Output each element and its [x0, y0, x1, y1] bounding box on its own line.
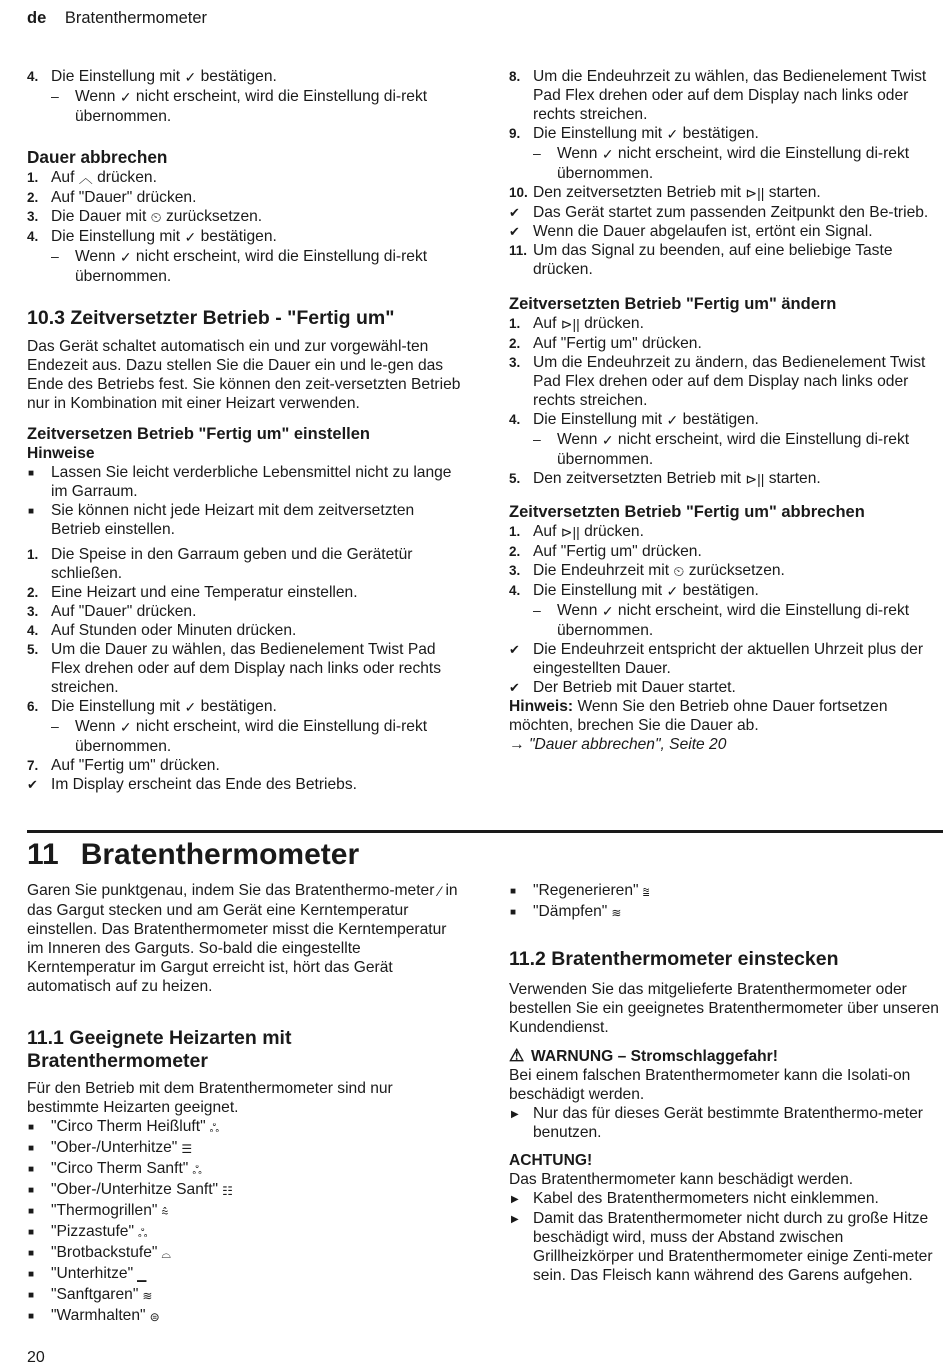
heating-mode-icon: ☷ — [222, 1184, 233, 1198]
step-item: 5. Um die Dauer zu wählen, das Bedienelement Twist Pad Flex drehen oder auf dem Display nach links oder rechts streichen. — [27, 641, 442, 696]
heating-mode-icon: ஃ — [192, 1163, 202, 1177]
sub-item: – Wenn ✓ nicht erscheint, wird die Einstellung di-rekt übernommen. — [51, 88, 428, 125]
heating-mode-icon: ≋ — [142, 1289, 153, 1303]
check-icon: ✓ — [119, 719, 132, 735]
step-item: 4. Die Einstellung mit ✓ bestätigen. — [27, 228, 277, 245]
step-item: 3. Die Endeuhrzeit mit ⏲ zurücksetzen. — [509, 562, 785, 579]
check-icon: ✓ — [601, 146, 614, 162]
heating-mode-icon: ⩯ — [161, 1205, 169, 1219]
sub-item: – Wenn ✓ nicht erscheint, wird die Einstellung di-rekt übernommen. — [533, 602, 910, 639]
heating-mode-item: ■ "Ober-/Unterhitze Sanft" ☷ — [27, 1180, 467, 1201]
heating-mode-item: ■ "Dämpfen" ≋ — [509, 902, 945, 923]
check-icon: ✓ — [184, 699, 197, 715]
result-item: ✔ Wenn die Dauer abgelaufen ist, ertönt ein Signal. — [509, 223, 873, 240]
check-icon: ✓ — [601, 603, 614, 619]
action-item: ▶ Nur das für dieses Gerät bestimmte Bratenthermo-meter benutzen. — [511, 1105, 923, 1141]
caution-text: Das Bratenthermometer kann beschädigt werden. — [509, 1171, 854, 1188]
section-heading: 10.3 Zeitversetzter Betrieb - "Fertig um" — [27, 307, 395, 329]
right-column-top — [509, 67, 945, 754]
action-arrow-icon: ▶ — [511, 1194, 519, 1205]
sub-item: – Wenn ✓ nicht erscheint, wird die Einstellung di-rekt übernommen. — [51, 718, 428, 755]
heating-mode-item: ■ "Pizzastufe" ஃ — [27, 1222, 467, 1243]
paragraph: Für den Betrieb mit dem Bratenthermometer sind nur bestimmte Heizarten geeignet. — [27, 1080, 393, 1116]
section-heading: Dauer abbrechen — [27, 147, 168, 167]
language-code: de — [27, 9, 47, 27]
step-item: 3. Um die Endeuhrzeit zu ändern, das Bedienelement Twist Pad Flex drehen oder auf dem Display nach links oder rechts streichen. — [509, 354, 926, 409]
step-item: 7. Auf "Fertig um" drücken. — [27, 757, 220, 774]
check-icon: ✓ — [666, 583, 679, 599]
check-icon: ✓ — [666, 412, 679, 428]
step-item: 4. Die Einstellung mit ✓ bestätigen. — [27, 68, 277, 85]
heating-mode-icon: ≋ — [611, 906, 622, 920]
step-item: 9. Die Einstellung mit ✓ bestätigen. — [509, 125, 759, 142]
result-check-icon: ✔ — [509, 642, 520, 657]
heating-mode-icon: ⊜ — [149, 1310, 160, 1324]
paragraph: Garen Sie punktgenau, indem Sie das Bratenthermo-meter ⁄ in das Gargut stecken und am Gerät eine Kerntemperatur einstellen. Das Bratenthermometer misst die Kerntemperatur im Inneren des Garguts. So-bald die eingestellte Kerntemperatur im Gargut erreicht ist, hört das Gerät automatisch auf zu heizen. — [27, 882, 458, 995]
heating-mode-item: ■ "Brotbackstufe" ⌓ — [27, 1243, 467, 1264]
step-item: 2. Auf "Fertig um" drücken. — [509, 335, 702, 352]
check-icon: ✓ — [601, 432, 614, 448]
step-item: 1. Auf ︿ drücken. — [27, 169, 157, 186]
subsection-heading: Zeitversetzten Betrieb "Fertig um" abbrechen — [509, 503, 865, 521]
caution-heading: ACHTUNG! — [509, 1152, 593, 1169]
cross-reference-link[interactable]: → "Dauer abbrechen", Seite 20 — [509, 736, 727, 753]
heating-mode-item: ■ "Regenerieren" ⩰ — [509, 881, 945, 902]
timer-reset-icon: ⏲ — [150, 209, 162, 225]
result-item: ✔ Der Betrieb mit Dauer startet. — [509, 679, 736, 696]
action-arrow-icon: ▶ — [511, 1214, 519, 1225]
start-pause-icon: ⊳|| — [560, 316, 580, 332]
step-item: 3. Auf "Dauer" drücken. — [27, 603, 197, 620]
step-item: 2. Eine Heizart und eine Temperatur einstellen. — [27, 584, 358, 601]
step-item: 8. Um die Endeuhrzeit zu wählen, das Bedienelement Twist Pad Flex drehen oder auf dem Display nach links oder rechts streichen. — [509, 68, 927, 123]
page-header — [27, 9, 207, 28]
action-item: ▶ Damit das Bratenthermometer nicht durch zu große Hitze beschädigt wird, muss der Abstand zwischen Grillheizkörper und Bratenthermometer einige Zenti-meter sein. Das Fleisch kann während des Garens aufgehen. — [511, 1210, 933, 1284]
result-check-icon: ✔ — [27, 777, 38, 792]
timer-reset-icon: ⏲ — [673, 563, 685, 579]
check-icon: ✓ — [184, 229, 197, 245]
heating-mode-item: ■ "Circo Therm Heißluft" ஃ — [27, 1117, 467, 1138]
heating-mode-icon: ⌓ — [161, 1247, 171, 1261]
bullet-item: ■ Lassen Sie leicht verderbliche Lebensmittel nicht zu lange im Garraum. — [28, 464, 452, 500]
heating-mode-item: ■ "Warmhalten" ⊜ — [27, 1306, 467, 1327]
heating-mode-item: ■ "Circo Therm Sanft" ஃ — [27, 1159, 467, 1180]
step-item: 2. Auf "Fertig um" drücken. — [509, 543, 702, 560]
chapter-divider — [27, 830, 943, 833]
left-column-top — [27, 67, 467, 794]
step-item: 2. Auf "Dauer" drücken. — [27, 189, 197, 206]
start-pause-icon: ⊳|| — [745, 185, 765, 201]
action-arrow-icon: ▶ — [511, 1109, 519, 1120]
heating-mode-icon: ஃ — [209, 1121, 220, 1135]
bullet-item: ■ Sie können nicht jede Heizart mit dem zeitversetzten Betrieb einstellen. — [28, 502, 415, 538]
check-icon: ✓ — [184, 69, 197, 85]
chapter-number: 11 — [27, 838, 59, 871]
subsection-heading: Zeitversetzen Betrieb "Fertig um" einstellen — [27, 425, 370, 443]
heating-mode-item: ■ "Unterhitze" ▁ — [27, 1264, 467, 1285]
thermometer-icon: ⁄ — [438, 883, 442, 899]
step-item: 10. Den zeitversetzten Betrieb mit ⊳|| starten. — [509, 184, 821, 201]
step-item: 4. Auf Stunden oder Minuten drücken. — [27, 622, 297, 639]
step-item: 1. Auf ⊳|| drücken. — [509, 523, 644, 540]
step-item: 4. Die Einstellung mit ✓ bestätigen. — [509, 411, 759, 428]
section-heading: 11.2 Bratenthermometer einstecken — [509, 948, 839, 970]
chapter-name: Bratenthermometer — [80, 838, 360, 871]
step-item: 6. Die Einstellung mit ✓ bestätigen. — [27, 698, 277, 715]
sub-item: – Wenn ✓ nicht erscheint, wird die Einstellung di-rekt übernommen. — [533, 145, 910, 182]
heating-mode-item: ■ "Sanftgaren" ≋ — [27, 1285, 467, 1306]
action-item: ▶ Kabel des Bratenthermometers nicht einklemmen. — [511, 1190, 879, 1207]
start-pause-icon: ⊳|| — [745, 471, 765, 487]
chevron-up-icon: ︿ — [78, 170, 93, 186]
step-item: 1. Auf ⊳|| drücken. — [509, 315, 644, 332]
arrow-right-icon: → — [509, 736, 525, 753]
step-item: 3. Die Dauer mit ⏲ zurücksetzen. — [27, 208, 263, 225]
right-column-bottom — [509, 881, 945, 1285]
header-title: Bratenthermometer — [64, 9, 208, 27]
paragraph: Das Gerät schaltet automatisch ein und zur vorgewähl-ten Endezeit aus. Dazu stellen Sie die Dauer ein und le-gen das Ende des Betriebs fest. Sie können den zeit-versetzten Betrieb nur in Kombination mit einer Heizart verwenden. — [27, 338, 461, 412]
heating-mode-icon: ▁ — [137, 1268, 147, 1282]
check-icon: ✓ — [666, 126, 679, 142]
warning-heading: ⚠ WARNUNG – Stromschlaggefahr! — [509, 1046, 778, 1065]
result-check-icon: ✔ — [509, 224, 520, 239]
left-column-bottom — [27, 881, 467, 1327]
result-item: ✔ Das Gerät startet zum passenden Zeitpunkt den Be-trieb. — [509, 204, 929, 221]
hinweis-paragraph: Hinweis: Wenn Sie den Betrieb ohne Dauer fortsetzen möchten, brechen Sie die Dauer ab. — [509, 698, 888, 734]
heating-mode-item: ■ "Ober-/Unterhitze" ☰ — [27, 1138, 467, 1159]
chapter-title — [27, 836, 359, 874]
result-item: ✔ Im Display erscheint das Ende des Betriebs. — [27, 776, 357, 793]
start-pause-icon: ⊳|| — [560, 524, 580, 540]
warning-text: Bei einem falschen Bratenthermometer kann die Isolati-on beschädigt werden. — [509, 1067, 911, 1103]
heating-mode-icon: ⩰ — [642, 885, 650, 899]
check-icon: ✓ — [119, 249, 132, 265]
hinweise-label: Hinweise — [27, 445, 95, 462]
step-item: 4. Die Einstellung mit ✓ bestätigen. — [509, 582, 759, 599]
step-item: 1. Die Speise in den Garraum geben und die Gerätetür schließen. — [27, 546, 413, 582]
heating-mode-list — [509, 881, 945, 923]
result-item: ✔ Die Endeuhrzeit entspricht der aktuellen Uhrzeit plus der eingestellten Dauer. — [509, 641, 924, 677]
warning-triangle-icon: ⚠ — [509, 1046, 525, 1065]
step-item: 5. Den zeitversetzten Betrieb mit ⊳|| starten. — [509, 470, 821, 487]
heating-mode-icon: ☰ — [181, 1142, 193, 1156]
section-heading: 11.1 Geeignete Heizarten mit Bratenthermometer — [27, 1027, 292, 1072]
heating-mode-icon: ஃ — [138, 1226, 148, 1240]
sub-item: – Wenn ✓ nicht erscheint, wird die Einstellung di-rekt übernommen. — [533, 431, 910, 468]
paragraph: Verwenden Sie das mitgelieferte Bratenthermometer oder bestellen Sie ein geeignetes Bratenthermometer über unseren Kundendienst. — [509, 981, 939, 1036]
result-check-icon: ✔ — [509, 205, 520, 220]
result-check-icon: ✔ — [509, 680, 520, 695]
heating-mode-item: ■ "Thermogrillen" ⩯ — [27, 1201, 467, 1222]
check-icon: ✓ — [119, 89, 132, 105]
subsection-heading: Zeitversetzten Betrieb "Fertig um" ändern — [509, 295, 837, 313]
page-number: 20 — [27, 1349, 45, 1366]
sub-item: – Wenn ✓ nicht erscheint, wird die Einstellung di-rekt übernommen. — [51, 248, 428, 285]
step-item: 11. Um das Signal zu beenden, auf eine beliebige Taste drücken. — [509, 242, 893, 278]
heating-mode-list — [27, 1117, 467, 1327]
